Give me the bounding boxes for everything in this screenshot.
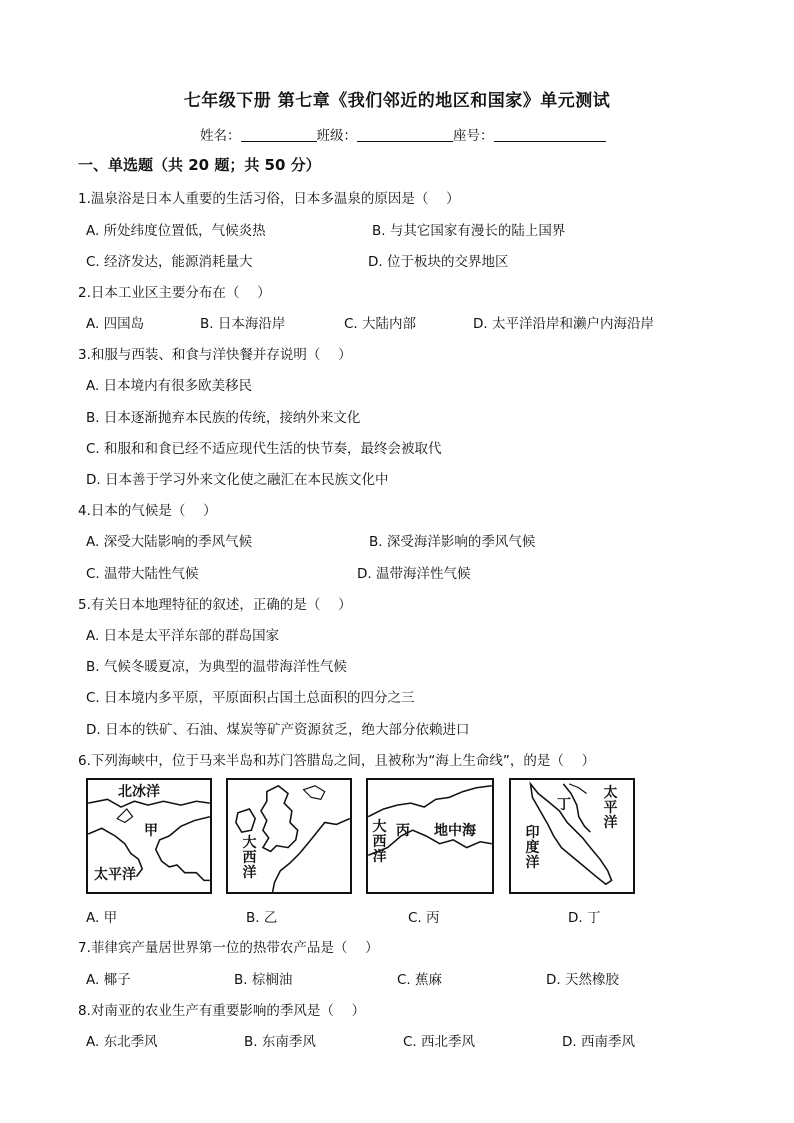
question-2-option-c[interactable]: C. 大陆内部 [344,316,417,332]
question-6-option-d[interactable]: D. 丁 [568,910,601,926]
question-7-option-c[interactable]: C. 蕉麻 [397,972,443,988]
class-label: 班级： [316,128,357,144]
question-6-option-c[interactable]: C. 丙 [408,910,440,926]
question-3-option-a[interactable]: A. 日本境内有很多欧美移民 [86,378,253,394]
question-4-stem: 4.日本的气候是（ ） [78,503,217,519]
question-1-option-d[interactable]: D. 位于板块的交界地区 [368,254,509,270]
map-bing-label-right: 地中海 [434,823,476,839]
question-3-stem: 3.和服与西装、和食与洋快餐并存说明（ ） [78,347,352,363]
question-5-option-c[interactable]: C. 日本境内多平原，平原面积占国土总面积的四分之三 [86,690,415,706]
question-5-option-d[interactable]: D. 日本的铁矿、石油、煤炭等矿产资源贫乏，绝大部分依赖进口 [86,722,470,738]
question-3-option-c[interactable]: C. 和服和和食已经不适应现代生活的快节奏，最终会被取代 [86,441,442,457]
map-ding-label-left: 印度洋 [525,825,540,871]
question-7-option-b[interactable]: B. 棕榈油 [234,972,293,988]
question-5-option-b[interactable]: B. 气候冬暖夏凉，为典型的温带海洋性气候 [86,659,347,675]
name-label: 姓名： [200,128,241,144]
map-jia-mark: 甲 [144,823,158,839]
question-2-option-a[interactable]: A. 四国岛 [86,316,145,332]
question-3-option-d[interactable]: D. 日本善于学习外来文化使之融汇在本民族文化中 [86,472,389,488]
question-4-option-d[interactable]: D. 温带海洋性气候 [357,566,471,582]
question-8-option-a[interactable]: A. 东北季风 [86,1034,158,1050]
map-jia-label-bottom: 太平洋 [94,867,136,883]
question-1-option-c[interactable]: C. 经济发达，能源消耗量大 [86,254,253,270]
strait-maps [86,778,646,896]
map-bing-label-left: 大西洋 [372,819,387,865]
question-4-option-b[interactable]: B. 深受海洋影响的季风气候 [369,534,536,550]
question-8-option-c[interactable]: C. 西北季风 [403,1034,476,1050]
question-6-option-b[interactable]: B. 乙 [246,910,278,926]
map-ding [509,778,635,894]
name-blank[interactable] [241,127,317,142]
class-blank[interactable] [357,127,453,142]
question-5-option-a[interactable]: A. 日本是太平洋东部的群岛国家 [86,628,280,644]
question-2-option-d[interactable]: D. 太平洋沿岸和濑户内海沿岸 [473,316,654,332]
map-ding-label-right: 太平洋 [603,785,618,831]
question-6-option-a[interactable]: A. 甲 [86,910,118,926]
map-yi [226,778,352,894]
map-ding-mark: 丁 [557,797,571,813]
question-7-option-a[interactable]: A. 椰子 [86,972,131,988]
question-1-option-b[interactable]: B. 与其它国家有漫长的陆上国界 [372,223,566,239]
question-8-option-d[interactable]: D. 西南季风 [562,1034,635,1050]
map-yi-label-sea: 大西洋 [242,835,257,881]
question-4-option-a[interactable]: A. 深受大陆影响的季风气候 [86,534,253,550]
question-6-stem: 6.下列海峡中，位于马来半岛和苏门答腊岛之间，且被称为“海上生命线”，的是（ ） [78,753,596,769]
question-1-option-a[interactable]: A. 所处纬度位置低，气候炎热 [86,223,266,239]
question-1-stem: 1.温泉浴是日本人重要的生活习俗，日本多温泉的原因是（ ） [78,191,460,207]
section-heading: 一、单选题（共 20 题；共 50 分） [78,156,321,174]
question-5-stem: 5.有关日本地理特征的叙述，正确的是（ ） [78,597,352,613]
question-3-option-b[interactable]: B. 日本逐渐抛弃本民族的传统，接纳外来文化 [86,410,361,426]
map-bing [366,778,494,894]
student-info-line [200,124,606,144]
map-bing-mark: 丙 [396,823,410,839]
question-7-stem: 7.菲律宾产量居世界第一位的热带农产品是（ ） [78,940,379,956]
question-8-stem: 8.对南亚的农业生产有重要影响的季风是（ ） [78,1003,366,1019]
seat-blank[interactable] [494,127,606,142]
page-title: 七年级下册 第七章《我们邻近的地区和国家》单元测试 [183,91,611,111]
question-2-option-b[interactable]: B. 日本海沿岸 [200,316,286,332]
question-2-stem: 2.日本工业区主要分布在（ ） [78,285,271,301]
map-jia-label-top: 北冰洋 [118,784,160,800]
question-4-option-c[interactable]: C. 温带大陆性气候 [86,566,199,582]
question-8-option-b[interactable]: B. 东南季风 [244,1034,316,1050]
map-jia [86,778,212,894]
question-7-option-d[interactable]: D. 天然橡胶 [546,972,619,988]
seat-label: 座号： [453,128,494,144]
